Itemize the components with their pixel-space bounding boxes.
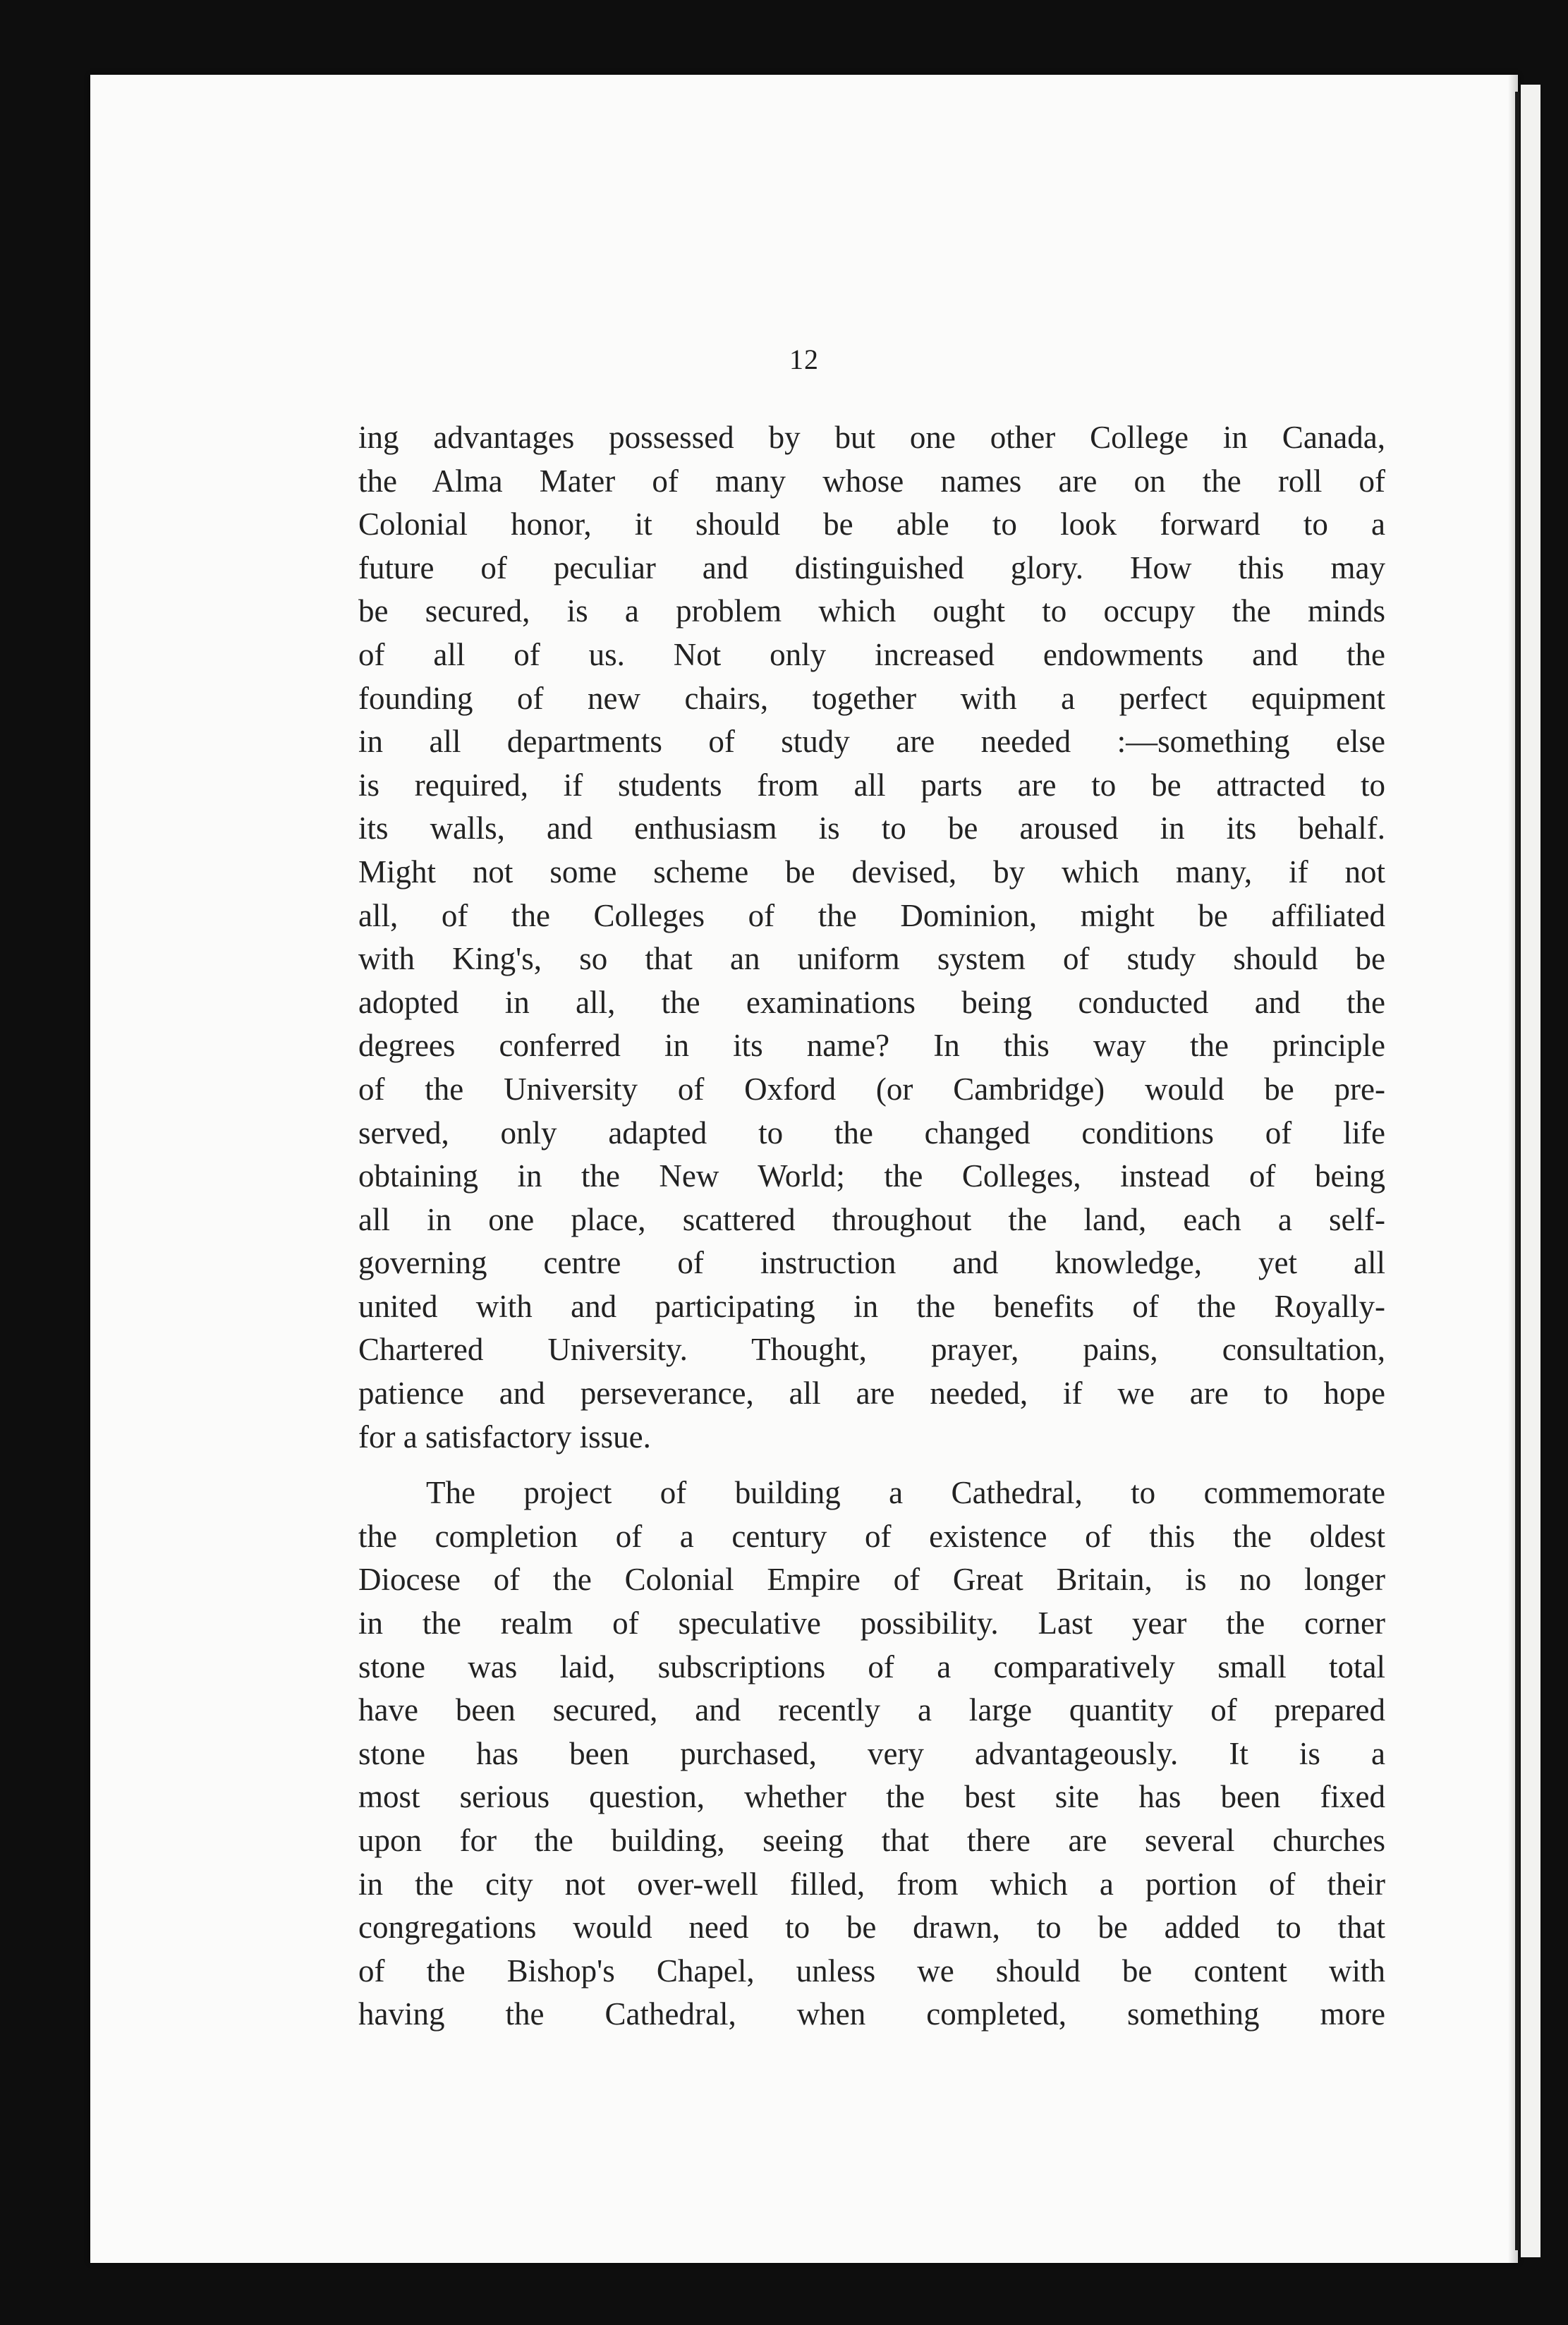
text-line: be secured, is a problem which ought to occupy the minds: [358, 593, 1385, 629]
text-line: Chartered University. Thought, prayer, pains, consultation,: [358, 1332, 1385, 1368]
text-line: the completion of a century of existence of this the oldest: [358, 1518, 1385, 1554]
text-line: The project of building a Cathedral, to commemorate: [426, 1475, 1385, 1511]
body-text: [358, 416, 1385, 2036]
text-line: served, only adapted to the changed conditions of life: [358, 1115, 1385, 1151]
text-line: in the realm of speculative possibility. Last year the corner: [358, 1605, 1385, 1641]
binding-edge: [1515, 92, 1519, 2250]
text-line: in the city not over-well filled, from which a portion of their: [358, 1866, 1385, 1902]
text-line: most serious question, whether the best site has been fixed: [358, 1779, 1385, 1815]
text-line: in all departments of study are needed :—something else: [358, 724, 1385, 760]
text-line: congregations would need to be drawn, to be added to that: [358, 1910, 1385, 1945]
text-line: for a satisfactory issue.: [358, 1419, 651, 1455]
text-line: governing centre of instruction and knowledge, yet all: [358, 1245, 1385, 1281]
next-page-edge: [1521, 85, 1540, 2257]
text-line: ing advantages possessed by but one other College in Canada,: [358, 420, 1385, 455]
text-line: Might not some scheme be devised, by which many, if not: [358, 854, 1385, 890]
document-page: [90, 75, 1518, 2263]
text-line: united with and participating in the benefits of the Royally-: [358, 1288, 1385, 1324]
text-line: upon for the building, seeing that there are several churches: [358, 1823, 1385, 1858]
text-line: stone was laid, subscriptions of a comparatively small total: [358, 1649, 1385, 1684]
page-number: 12: [789, 344, 819, 375]
text-line: stone has been purchased, very advantageously. It is a: [358, 1735, 1385, 1771]
paragraph: [358, 416, 1385, 1459]
text-line: future of peculiar and distinguished glory. How this may: [358, 550, 1385, 585]
text-line: having the Cathedral, when completed, something more: [358, 1996, 1385, 2032]
text-line: all in one place, scattered throughout the land, each a self-: [358, 1201, 1385, 1237]
text-line: its walls, and enthusiasm is to be aroused in its behalf.: [358, 811, 1385, 846]
text-line: have been secured, and recently a large quantity of prepared: [358, 1692, 1385, 1728]
text-line: patience and perseverance, all are needed, if we are to hope: [358, 1376, 1385, 1412]
text-line: degrees conferred in its name? In this way the principle: [358, 1028, 1385, 1064]
text-line: Diocese of the Colonial Empire of Great Britain, is no longer: [358, 1562, 1385, 1598]
text-line: is required, if students from all parts are to be attracted to: [358, 767, 1385, 803]
text-line: with King's, so that an uniform system of study should be: [358, 941, 1385, 977]
text-line: of the University of Oxford (or Cambridge) would be pre-: [358, 1071, 1385, 1107]
text-line: of the Bishop's Chapel, unless we should be content with: [358, 1953, 1385, 1989]
text-line: adopted in all, the examinations being conducted and the: [358, 984, 1385, 1020]
text-line: all, of the Colleges of the Dominion, might be affiliated: [358, 897, 1385, 933]
text-line: obtaining in the New World; the Colleges, instead of being: [358, 1158, 1385, 1194]
text-line: the Alma Mater of many whose names are on the roll of: [358, 463, 1385, 499]
text-line: founding of new chairs, together with a perfect equipment: [358, 680, 1385, 716]
text-line: of all of us. Not only increased endowments and the: [358, 636, 1385, 672]
paragraph: [358, 1471, 1385, 2036]
text-line: Colonial honor, it should be able to look forward to a: [358, 506, 1385, 542]
